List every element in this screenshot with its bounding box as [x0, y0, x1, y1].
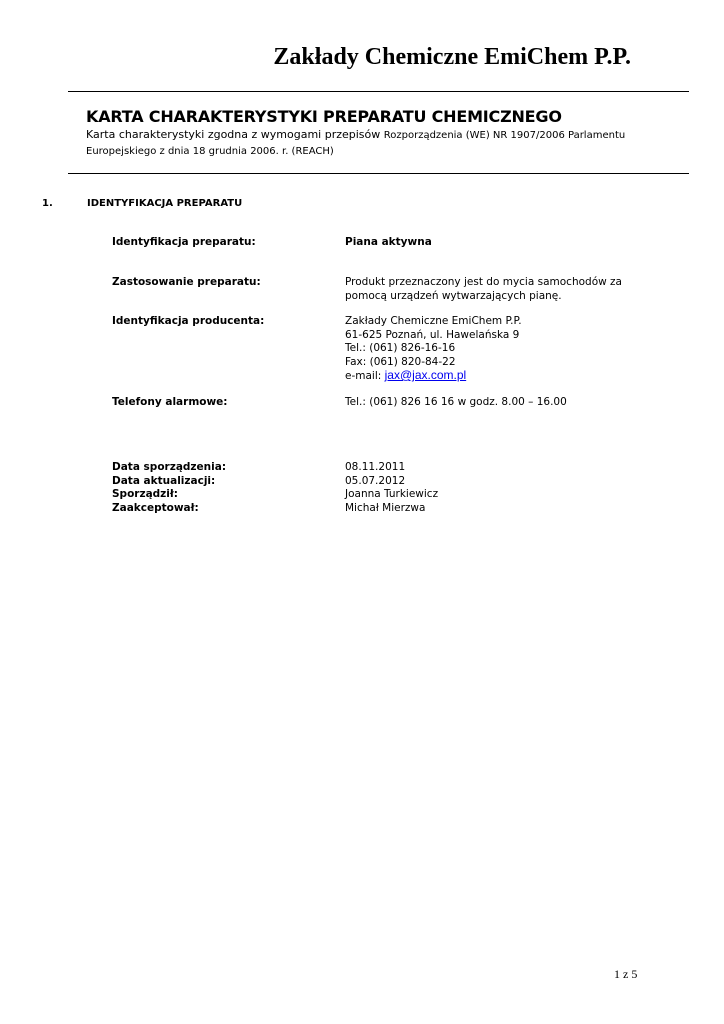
subtitle-part1: Karta charakterystyki zgodna z wymogami przepisów [86, 128, 381, 141]
meta-labels [112, 461, 226, 515]
alarm-value: Tel.: (061) 826 16 16 w godz. 8.00 – 16.00 [345, 396, 567, 408]
created-label: Data sporządzenia: [112, 461, 227, 473]
producer-email-link[interactable]: jax@jax.com.pl [384, 368, 467, 382]
producer-address: 61-625 Poznań, ul. Hawelańska 9 [345, 328, 520, 341]
created-value: 08.11.2011 [345, 461, 406, 473]
producer-name: Zakłady Chemiczne EmiChem P.P. [345, 315, 522, 327]
usage-line2: pomocą urządzeń wytwarzających pianę. [345, 289, 562, 302]
section-title: IDENTYFIKACJA PREPARATU [87, 198, 243, 209]
prepared-label: Sporządził: [112, 488, 178, 500]
producer-info [345, 315, 522, 384]
title-divider [68, 173, 689, 174]
usage-label: Zastosowanie preparatu: [112, 276, 261, 288]
page-number: 1 z 5 [614, 967, 638, 981]
accepted-label: Zaakceptował: [112, 501, 199, 514]
document-subtitle [86, 127, 646, 159]
updated-label: Data aktualizacji: [112, 474, 216, 487]
usage-value [345, 276, 622, 303]
section-number: 1. [42, 198, 53, 209]
subtitle-part2: Rozporządzenia (WE) NR 1907/2006 Parlamentu [383, 130, 626, 141]
producer-tel: Tel.: (061) 826-16-16 [345, 342, 456, 354]
producer-email-prefix: e-mail: [345, 370, 385, 382]
header-divider [68, 91, 689, 92]
identification-value: Piana aktywna [345, 236, 432, 248]
meta-values [345, 461, 438, 515]
accepted-value: Michał Mierzwa [345, 501, 426, 514]
alarm-label: Telefony alarmowe: [112, 396, 228, 408]
producer-label: Identyfikacja producenta: [112, 315, 265, 327]
document-title: KARTA CHARAKTERYSTYKI PREPARATU CHEMICZNEGO [86, 107, 562, 126]
producer-fax: Fax: (061) 820-84-22 [345, 355, 456, 368]
identification-label: Identyfikacja preparatu: [112, 236, 256, 248]
company-name: Zakłady Chemiczne EmiChem P.P. [273, 44, 631, 70]
updated-value: 05.07.2012 [345, 474, 406, 487]
usage-line1: Produkt przeznaczony jest do mycia samochodów za [345, 276, 622, 288]
prepared-value: Joanna Turkiewicz [345, 488, 439, 500]
subtitle-line2: Europejskiego z dnia 18 grudnia 2006. r. (REACH) [86, 146, 334, 157]
